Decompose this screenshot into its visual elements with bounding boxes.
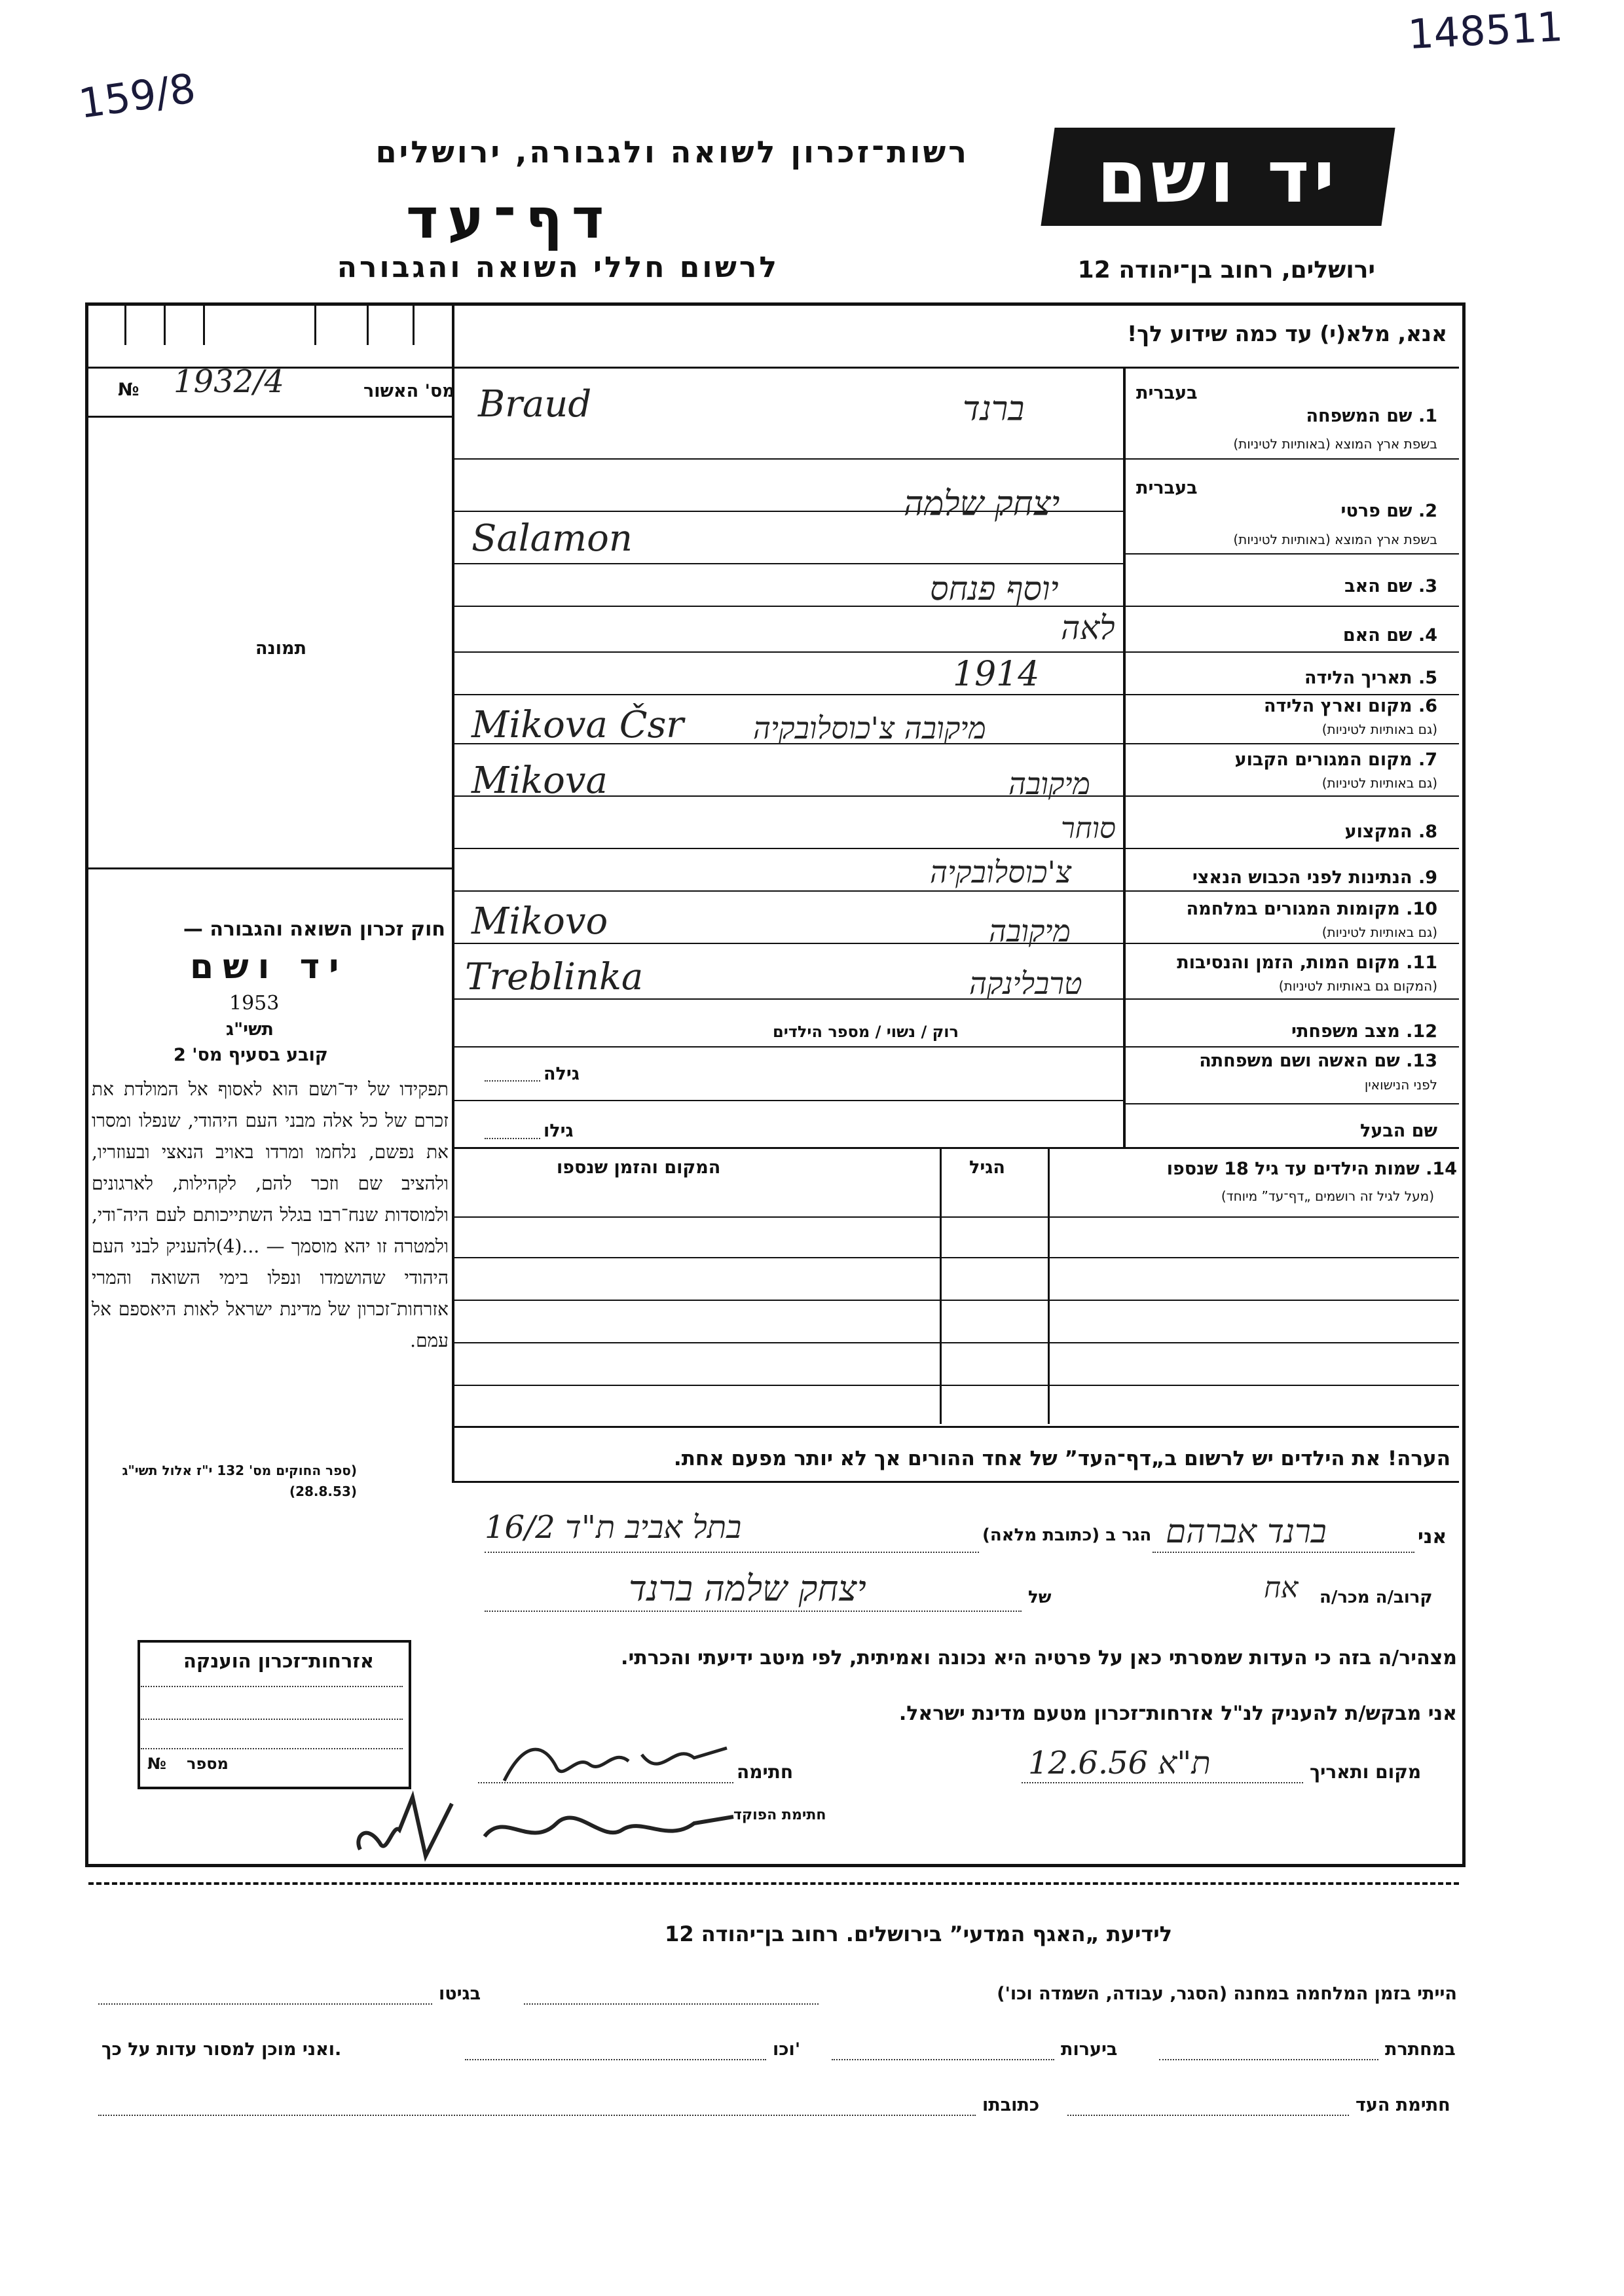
children-sub: (מעל לגיל זה רושמים „דף־עד” מיוחד) [1221,1188,1434,1204]
field-1-sub: בשפת ארץ המוצא (באותיות לטיניות) [1233,436,1437,452]
children-label: 14. שמות הילדים עד גיל 18 שנספו [1166,1159,1457,1179]
children-place-col: המקום והזמן שנספו [557,1157,721,1178]
field-1-label: 1. שם המשפחה [1306,406,1437,426]
field-7-sub: (גם באותיות לטיניות) [1321,775,1437,791]
wartime-residence-latin: Mikovo [471,900,608,943]
law-title: חוק זכרון השואה והגבורה — [183,918,445,941]
photo-label: תמונה [255,638,307,659]
field-4-label: 4. שם האם [1342,625,1437,646]
approval-number-value: 1932/4 [174,363,284,400]
law-year-num: 1953 [229,992,280,1015]
field-6-sub: (גם באותיות לטיניות) [1321,721,1437,737]
field-8-label: 8. המקצוע [1344,822,1437,842]
archive-number: 148511 [1407,2,1564,59]
decl-relation-label: קרוב/ה מכר/ה [1320,1588,1433,1607]
citizenship-number-label: מספר [187,1755,229,1773]
footer-line2-d: ואני מוכן למסור עדות על כך. [101,2039,342,2060]
approval-no-sign: № [118,380,139,400]
father-name: יוסף פנחס [930,570,1059,608]
footer-line3-a: חתימת העד [1356,2095,1450,2115]
wartime-residence-hebrew: מיקובה [989,913,1071,949]
field-12-label: 12. מצב משפחתי [1291,1021,1437,1042]
field-6-label: 6. מקום וארץ הלידה [1263,696,1437,716]
children-age-col: הגיל [969,1157,1005,1178]
decl-statement: מצהיר/ה בזה כי העדות שמסרתי כאן על פרטיה היא נכונה ואמיתית, לפי מיטב ידיעתי והכרתי. [621,1647,1457,1669]
birth-date: 1914 [953,655,1040,694]
law-yad-vashem: יד ושם [190,947,348,987]
first-name-latin: Salamon [471,517,633,560]
mother-name: לאה [1061,609,1115,647]
field-11-sub: (המקום גם באותיות לטיניות) [1278,978,1437,994]
citizenship-no-sign: № [147,1755,166,1773]
field-9-label: 9. הנתינות לפני הכבוש הנאצי [1192,867,1437,888]
decl-lives-label: הגר ב (כתובת מלאה) [982,1525,1152,1545]
field-1-side: בעברית [1136,383,1198,403]
field-2-label: 2. שם פרטי [1340,501,1437,521]
footer-line1-a: הייתי בזמן המלחמה במחנה (הסגר, עבודה, השמדה וכו') [997,1984,1457,2004]
footer-line2-b: ביערות [1061,2039,1118,2060]
profession-value: סוחר [1061,812,1116,845]
decl-i-label: אני [1418,1525,1447,1548]
form-intro: אנא, מלא(י) עד כמה שידוע לך! [1127,321,1447,346]
marital-options: רוק / נשוי / מספר הילדים [773,1023,959,1041]
field-2-side: בעברית [1136,478,1198,498]
officer-signature [341,1784,747,1869]
decl-lives-value: בתל אביב ת"ד 16/2 [485,1509,742,1546]
page-title: דף־עד [406,187,614,251]
footer-line2-a: במחתרת [1385,2039,1456,2060]
subtitle: לרשום חללי השואה והגבורה [337,251,779,284]
birth-place-latin: Mikova Čsr [471,704,684,746]
field-10-label: 10. מקומות המגורים במלחמה [1186,899,1437,919]
decl-i-value: ברנד אברהם [1166,1512,1327,1550]
residence-latin: Mikova [471,759,608,802]
decl-relation-value: אח [1264,1571,1299,1605]
field-10-sub: (גם באותיות לטיניות) [1321,924,1437,940]
field-13-sub: לפני הנישואין [1364,1077,1437,1093]
field-2-sub: בשפת ארץ המוצא (באותיות לטיניות) [1233,532,1437,547]
decl-of-value: יצחק שלמה ברנד [629,1568,866,1609]
field-13-label: 13. שם האשה ושם משפחתה [1199,1051,1437,1071]
citizenship-title: אזרחות־זכרון הוענקה [183,1650,375,1672]
field-3-label: 3. שם האב [1344,576,1437,596]
folio-number: 159/8 [75,64,198,128]
death-place-hebrew: טרבלינקה [969,966,1082,1001]
yad-vashem-logo: יד ושם [1041,128,1395,226]
law-clause: קובע בסעיף מס' 2 [174,1045,328,1065]
footer-line3-b: כתובתו [982,2095,1040,2115]
husband-name-label: שם הבעל [1359,1121,1437,1141]
footer-line1-b: בגיטו [439,1984,481,2004]
address: ירושלים, רחוב בן־יהודה 12 [1077,257,1375,283]
decl-request: אני מבקש/ת להעניק לנ"ל אזרחות־זכרון מטעם מדינת ישראל. [898,1702,1457,1725]
footer-header: לידיעת „האגף המדעי” בירושלים. רחוב בן־יהודה 12 [665,1922,1172,1946]
note: הערה! את הילדים יש לרשום ב„דף־העד” של אחד ההורים אך לא יותר מפעם אחת. [673,1447,1450,1470]
decl-signature-label: חתימה [737,1761,794,1783]
decl-place-date-label: מקום ותאריך [1310,1761,1422,1783]
field-5-label: 5. תאריך הלידה [1304,668,1437,688]
cut-line [88,1882,1459,1885]
law-text: תפקידו של יד־ושם הוא לאסוף אל המולדת את זכרם של כל אלה מבני העם היהודי, שנפלו ומסרו את נפשם, נלחמו ומרדו באויב הנאצי ובעוזריו, ולהציב שם וזכר להם, לקהילות, לארגונים ולמוסדות שנח־רבו בגלל השתייכותם לעם היה־ודי, ולמטרה זו יהא מוסמך — ...(4)להעניק לבני העם היהודי שהושמדו ונפלו בימי השואה והמרי אזרחות־זכרון של מדינת ישראל לאות היאספם אל עמם. [92,1078,449,1351]
residence-hebrew: מיקובה [1008,766,1090,801]
label-column-divider [1123,368,1126,1147]
approval-label: מס' האשור [363,381,455,401]
decl-place-date-value: ת"א 12.6.56 [1028,1745,1211,1781]
field-7-label: 7. מקום המגורים הקבוע [1234,750,1437,770]
decl-of-label: של [1028,1588,1052,1607]
first-name-hebrew: יצחק שלמה [904,484,1060,524]
law-year-heb: תשי"ג [226,1019,274,1040]
footer-line2-c: וכו' [773,2039,801,2060]
birth-place-hebrew: מיקובה צ'כוסלובקיה [753,710,986,746]
decl-officer-label: חתימת הפוקד [733,1807,826,1823]
death-place-latin: Treblinka [465,956,644,998]
law-citation: (ספר החוקים מס' 132 י"ז אלול תשי"ג (28.8.53) [122,1463,357,1499]
wife-age-label: גילה [544,1064,580,1084]
family-name-latin: Braud [478,383,592,426]
field-11-label: 11. מקום המות, הזמן והנסיבות [1177,953,1437,973]
husband-age-label: גילו [544,1121,574,1141]
family-name-hebrew: ברנד [963,390,1025,429]
authority-name: רשות־זכרון לשואה ולגבורה, ירושלים [375,134,969,170]
left-column-divider [452,302,454,1448]
nationality-value: צ'כוסלובקיה [930,854,1072,890]
